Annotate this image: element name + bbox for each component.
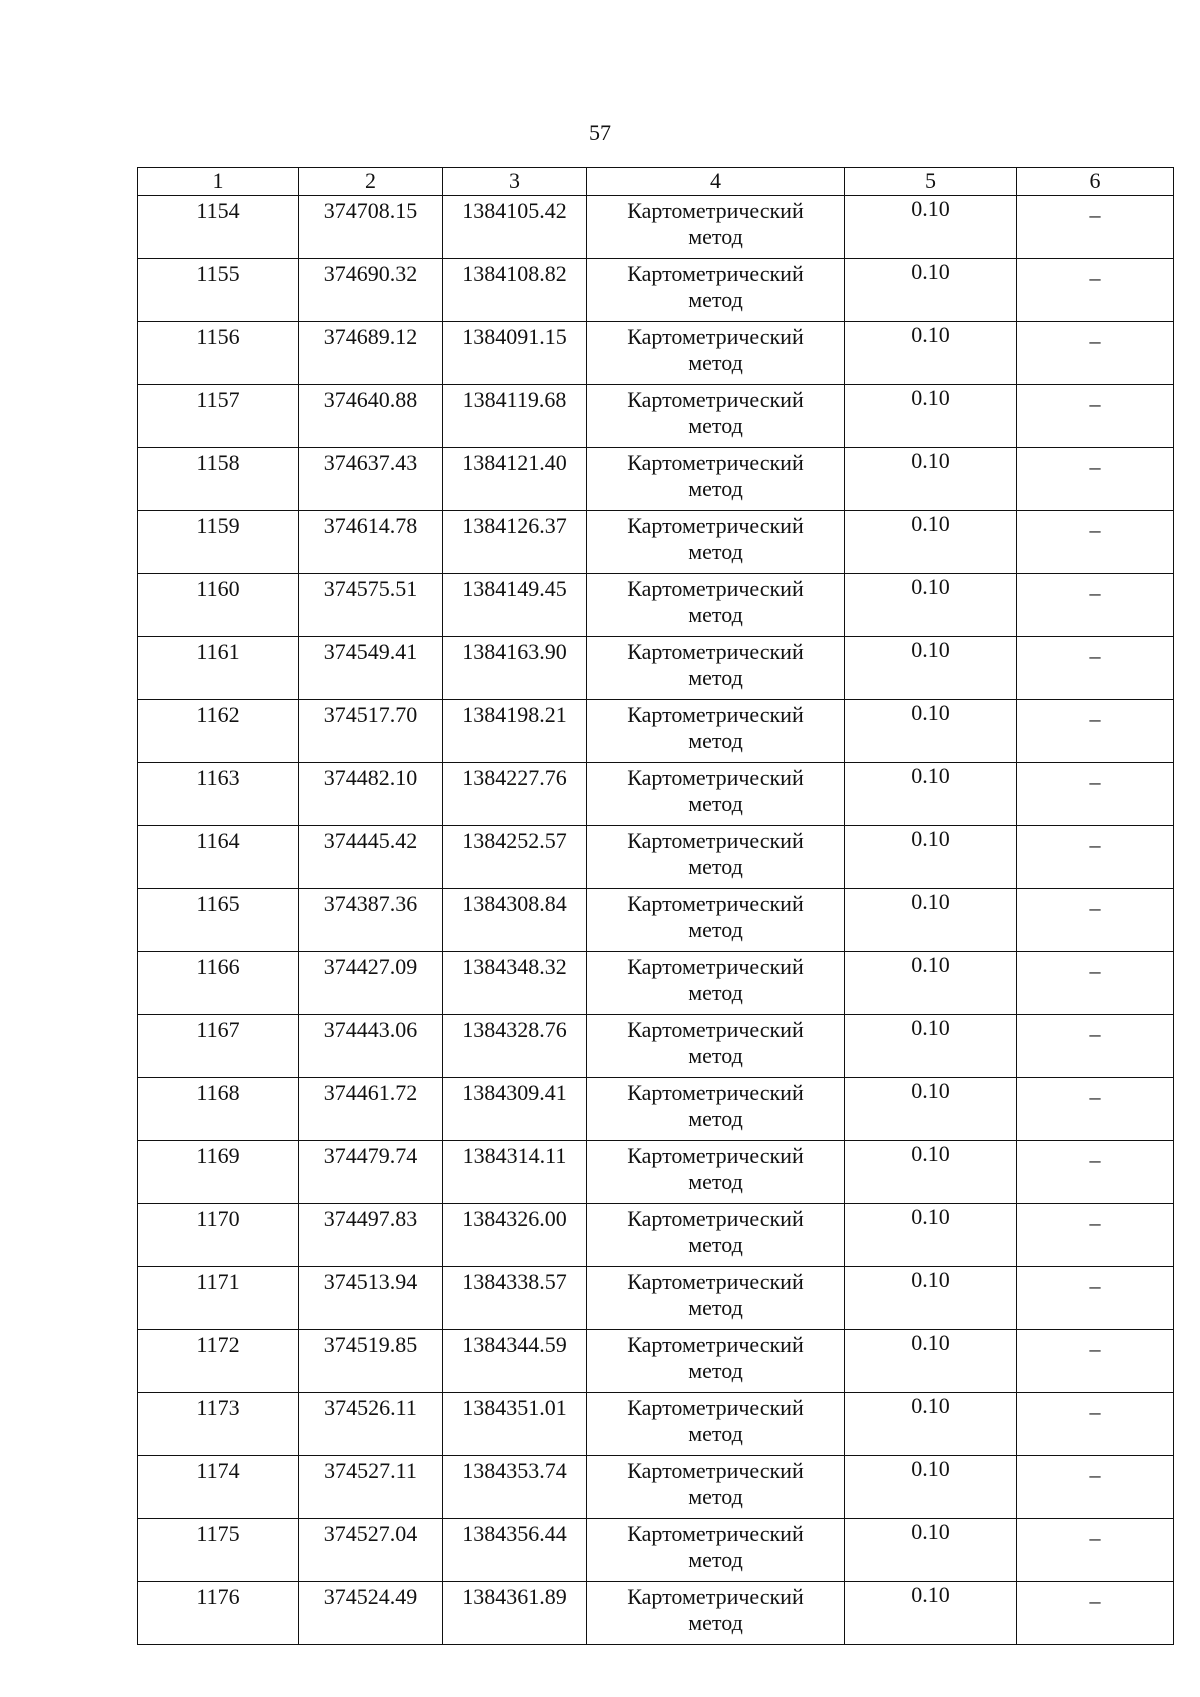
- x-coordinate-cell: 374689.12: [299, 322, 443, 385]
- method-cell: [587, 1456, 845, 1519]
- method-text: метод: [688, 1421, 743, 1446]
- note-cell: –: [1017, 952, 1174, 1015]
- accuracy-cell: 0.10: [845, 637, 1017, 700]
- method-text: метод: [688, 1043, 743, 1068]
- method-text: метод: [688, 602, 743, 627]
- y-coordinate-cell: 1384108.82: [443, 259, 587, 322]
- accuracy-cell: 0.10: [845, 889, 1017, 952]
- table-row: [138, 889, 1174, 952]
- note-cell: –: [1017, 1267, 1174, 1330]
- x-coordinate-cell: 374527.04: [299, 1519, 443, 1582]
- point-number-cell: 1160: [138, 574, 299, 637]
- y-coordinate-cell: 1384308.84: [443, 889, 587, 952]
- y-coordinate-cell: 1384119.68: [443, 385, 587, 448]
- method-text: Картометрический: [627, 1332, 804, 1357]
- method-text: Картометрический: [627, 954, 804, 979]
- table-row: [138, 1519, 1174, 1582]
- point-number-cell: 1162: [138, 700, 299, 763]
- x-coordinate-cell: 374519.85: [299, 1330, 443, 1393]
- y-coordinate-cell: 1384126.37: [443, 511, 587, 574]
- point-number-cell: 1158: [138, 448, 299, 511]
- point-number-cell: 1175: [138, 1519, 299, 1582]
- x-coordinate-cell: 374690.32: [299, 259, 443, 322]
- x-coordinate-cell: 374640.88: [299, 385, 443, 448]
- y-coordinate-cell: 1384338.57: [443, 1267, 587, 1330]
- y-coordinate-cell: 1384091.15: [443, 322, 587, 385]
- method-text: метод: [688, 1547, 743, 1572]
- table-row: [138, 1456, 1174, 1519]
- method-cell: [587, 763, 845, 826]
- y-coordinate-cell: 1384351.01: [443, 1393, 587, 1456]
- method-text: Картометрический: [627, 1017, 804, 1042]
- x-coordinate-cell: 374497.83: [299, 1204, 443, 1267]
- method-text: Картометрический: [627, 702, 804, 727]
- x-coordinate-cell: 374517.70: [299, 700, 443, 763]
- table-body: [138, 196, 1174, 1645]
- table-row: [138, 1393, 1174, 1456]
- accuracy-cell: 0.10: [845, 1015, 1017, 1078]
- method-text: Картометрический: [627, 324, 804, 349]
- y-coordinate-cell: 1384353.74: [443, 1456, 587, 1519]
- y-coordinate-cell: 1384361.89: [443, 1582, 587, 1645]
- point-number-cell: 1165: [138, 889, 299, 952]
- table-row: [138, 1078, 1174, 1141]
- table-row: [138, 1015, 1174, 1078]
- y-coordinate-cell: 1384328.76: [443, 1015, 587, 1078]
- method-text: метод: [688, 980, 743, 1005]
- table-row: [138, 1582, 1174, 1645]
- method-text: Картометрический: [627, 828, 804, 853]
- point-number-cell: 1170: [138, 1204, 299, 1267]
- y-coordinate-cell: 1384149.45: [443, 574, 587, 637]
- accuracy-cell: 0.10: [845, 196, 1017, 259]
- column-header-1: 1: [138, 168, 299, 196]
- x-coordinate-cell: 374527.11: [299, 1456, 443, 1519]
- method-text: метод: [688, 854, 743, 879]
- method-text: метод: [688, 539, 743, 564]
- x-coordinate-cell: 374549.41: [299, 637, 443, 700]
- method-cell: [587, 1267, 845, 1330]
- table-row: [138, 952, 1174, 1015]
- method-text: метод: [688, 728, 743, 753]
- method-cell: [587, 511, 845, 574]
- point-number-cell: 1168: [138, 1078, 299, 1141]
- method-cell: [587, 1078, 845, 1141]
- method-cell: [587, 259, 845, 322]
- method-cell: [587, 826, 845, 889]
- point-number-cell: 1169: [138, 1141, 299, 1204]
- method-text: Картометрический: [627, 261, 804, 286]
- accuracy-cell: 0.10: [845, 259, 1017, 322]
- x-coordinate-cell: 374443.06: [299, 1015, 443, 1078]
- note-cell: –: [1017, 1078, 1174, 1141]
- point-number-cell: 1156: [138, 322, 299, 385]
- method-text: Картометрический: [627, 891, 804, 916]
- method-text: метод: [688, 287, 743, 312]
- note-cell: –: [1017, 1141, 1174, 1204]
- point-number-cell: 1173: [138, 1393, 299, 1456]
- method-cell: [587, 448, 845, 511]
- note-cell: –: [1017, 1393, 1174, 1456]
- note-cell: –: [1017, 259, 1174, 322]
- table-header: [138, 168, 1174, 196]
- accuracy-cell: 0.10: [845, 1141, 1017, 1204]
- y-coordinate-cell: 1384309.41: [443, 1078, 587, 1141]
- accuracy-cell: 0.10: [845, 700, 1017, 763]
- note-cell: –: [1017, 700, 1174, 763]
- table-row: [138, 322, 1174, 385]
- method-text: Картометрический: [627, 1080, 804, 1105]
- y-coordinate-cell: 1384252.57: [443, 826, 587, 889]
- x-coordinate-cell: 374524.49: [299, 1582, 443, 1645]
- table-row: [138, 448, 1174, 511]
- y-coordinate-cell: 1384344.59: [443, 1330, 587, 1393]
- column-header-3: 3: [443, 168, 587, 196]
- accuracy-cell: 0.10: [845, 1582, 1017, 1645]
- method-text: Картометрический: [627, 450, 804, 475]
- x-coordinate-cell: 374445.42: [299, 826, 443, 889]
- y-coordinate-cell: 1384356.44: [443, 1519, 587, 1582]
- method-text: метод: [688, 1106, 743, 1131]
- y-coordinate-cell: 1384121.40: [443, 448, 587, 511]
- accuracy-cell: 0.10: [845, 952, 1017, 1015]
- method-cell: [587, 1015, 845, 1078]
- method-text: Картометрический: [627, 1521, 804, 1546]
- method-text: Картометрический: [627, 1269, 804, 1294]
- point-number-cell: 1163: [138, 763, 299, 826]
- note-cell: –: [1017, 1204, 1174, 1267]
- table-row: [138, 763, 1174, 826]
- method-cell: [587, 1141, 845, 1204]
- point-number-cell: 1164: [138, 826, 299, 889]
- note-cell: –: [1017, 637, 1174, 700]
- accuracy-cell: 0.10: [845, 1456, 1017, 1519]
- method-cell: [587, 637, 845, 700]
- note-cell: –: [1017, 1456, 1174, 1519]
- table-row: [138, 1204, 1174, 1267]
- column-header-4: 4: [587, 168, 845, 196]
- point-number-cell: 1159: [138, 511, 299, 574]
- method-text: Картометрический: [627, 1206, 804, 1231]
- method-text: Картометрический: [627, 1458, 804, 1483]
- header-row: [138, 168, 1174, 196]
- point-number-cell: 1157: [138, 385, 299, 448]
- method-text: метод: [688, 350, 743, 375]
- accuracy-cell: 0.10: [845, 1330, 1017, 1393]
- accuracy-cell: 0.10: [845, 1519, 1017, 1582]
- accuracy-cell: 0.10: [845, 1204, 1017, 1267]
- y-coordinate-cell: 1384326.00: [443, 1204, 587, 1267]
- point-number-cell: 1155: [138, 259, 299, 322]
- method-text: метод: [688, 1610, 743, 1635]
- method-text: метод: [688, 791, 743, 816]
- x-coordinate-cell: 374479.74: [299, 1141, 443, 1204]
- page-number: 57: [589, 120, 611, 145]
- accuracy-cell: 0.10: [845, 574, 1017, 637]
- accuracy-cell: 0.10: [845, 1267, 1017, 1330]
- method-text: метод: [688, 413, 743, 438]
- method-text: Картометрический: [627, 639, 804, 664]
- x-coordinate-cell: 374526.11: [299, 1393, 443, 1456]
- note-cell: –: [1017, 763, 1174, 826]
- table-row: [138, 511, 1174, 574]
- method-text: Картометрический: [627, 513, 804, 538]
- method-cell: [587, 1204, 845, 1267]
- y-coordinate-cell: 1384163.90: [443, 637, 587, 700]
- table-row: [138, 259, 1174, 322]
- column-header-5: 5: [845, 168, 1017, 196]
- method-cell: [587, 1519, 845, 1582]
- note-cell: –: [1017, 1330, 1174, 1393]
- accuracy-cell: 0.10: [845, 826, 1017, 889]
- method-cell: [587, 385, 845, 448]
- note-cell: –: [1017, 511, 1174, 574]
- method-cell: [587, 322, 845, 385]
- note-cell: –: [1017, 448, 1174, 511]
- accuracy-cell: 0.10: [845, 1393, 1017, 1456]
- table-row: [138, 700, 1174, 763]
- method-text: Картометрический: [627, 1395, 804, 1420]
- method-text: Картометрический: [627, 1143, 804, 1168]
- method-text: метод: [688, 1232, 743, 1257]
- note-cell: –: [1017, 385, 1174, 448]
- method-cell: [587, 1330, 845, 1393]
- x-coordinate-cell: 374614.78: [299, 511, 443, 574]
- note-cell: –: [1017, 322, 1174, 385]
- method-text: метод: [688, 1484, 743, 1509]
- table-row: [138, 637, 1174, 700]
- y-coordinate-cell: 1384198.21: [443, 700, 587, 763]
- point-number-cell: 1171: [138, 1267, 299, 1330]
- coordinates-table: [137, 167, 1174, 1645]
- method-cell: [587, 952, 845, 1015]
- x-coordinate-cell: 374427.09: [299, 952, 443, 1015]
- point-number-cell: 1176: [138, 1582, 299, 1645]
- note-cell: –: [1017, 826, 1174, 889]
- x-coordinate-cell: 374513.94: [299, 1267, 443, 1330]
- point-number-cell: 1154: [138, 196, 299, 259]
- method-text: метод: [688, 1358, 743, 1383]
- method-cell: [587, 574, 845, 637]
- accuracy-cell: 0.10: [845, 1078, 1017, 1141]
- method-text: Картометрический: [627, 765, 804, 790]
- accuracy-cell: 0.10: [845, 763, 1017, 826]
- table-row: [138, 826, 1174, 889]
- method-text: Картометрический: [627, 198, 804, 223]
- x-coordinate-cell: 374708.15: [299, 196, 443, 259]
- method-text: метод: [688, 917, 743, 942]
- accuracy-cell: 0.10: [845, 385, 1017, 448]
- point-number-cell: 1166: [138, 952, 299, 1015]
- x-coordinate-cell: 374575.51: [299, 574, 443, 637]
- accuracy-cell: 0.10: [845, 448, 1017, 511]
- point-number-cell: 1167: [138, 1015, 299, 1078]
- accuracy-cell: 0.10: [845, 322, 1017, 385]
- method-text: метод: [688, 1295, 743, 1320]
- table-row: [138, 385, 1174, 448]
- method-cell: [587, 889, 845, 952]
- note-cell: –: [1017, 196, 1174, 259]
- note-cell: –: [1017, 1582, 1174, 1645]
- method-cell: [587, 1582, 845, 1645]
- method-cell: [587, 196, 845, 259]
- method-text: метод: [688, 476, 743, 501]
- y-coordinate-cell: 1384105.42: [443, 196, 587, 259]
- table-row: [138, 574, 1174, 637]
- method-text: метод: [688, 1169, 743, 1194]
- method-text: метод: [688, 224, 743, 249]
- table-row: [138, 1330, 1174, 1393]
- method-cell: [587, 1393, 845, 1456]
- method-cell: [587, 700, 845, 763]
- y-coordinate-cell: 1384348.32: [443, 952, 587, 1015]
- method-text: Картометрический: [627, 576, 804, 601]
- accuracy-cell: 0.10: [845, 511, 1017, 574]
- table-row: [138, 196, 1174, 259]
- point-number-cell: 1174: [138, 1456, 299, 1519]
- y-coordinate-cell: 1384227.76: [443, 763, 587, 826]
- column-header-6: 6: [1017, 168, 1174, 196]
- table-row: [138, 1141, 1174, 1204]
- y-coordinate-cell: 1384314.11: [443, 1141, 587, 1204]
- note-cell: –: [1017, 889, 1174, 952]
- method-text: Картометрический: [627, 1584, 804, 1609]
- x-coordinate-cell: 374461.72: [299, 1078, 443, 1141]
- point-number-cell: 1161: [138, 637, 299, 700]
- x-coordinate-cell: 374387.36: [299, 889, 443, 952]
- table-row: [138, 1267, 1174, 1330]
- note-cell: –: [1017, 1519, 1174, 1582]
- x-coordinate-cell: 374637.43: [299, 448, 443, 511]
- x-coordinate-cell: 374482.10: [299, 763, 443, 826]
- method-text: Картометрический: [627, 387, 804, 412]
- column-header-2: 2: [299, 168, 443, 196]
- note-cell: –: [1017, 1015, 1174, 1078]
- method-text: метод: [688, 665, 743, 690]
- point-number-cell: 1172: [138, 1330, 299, 1393]
- note-cell: –: [1017, 574, 1174, 637]
